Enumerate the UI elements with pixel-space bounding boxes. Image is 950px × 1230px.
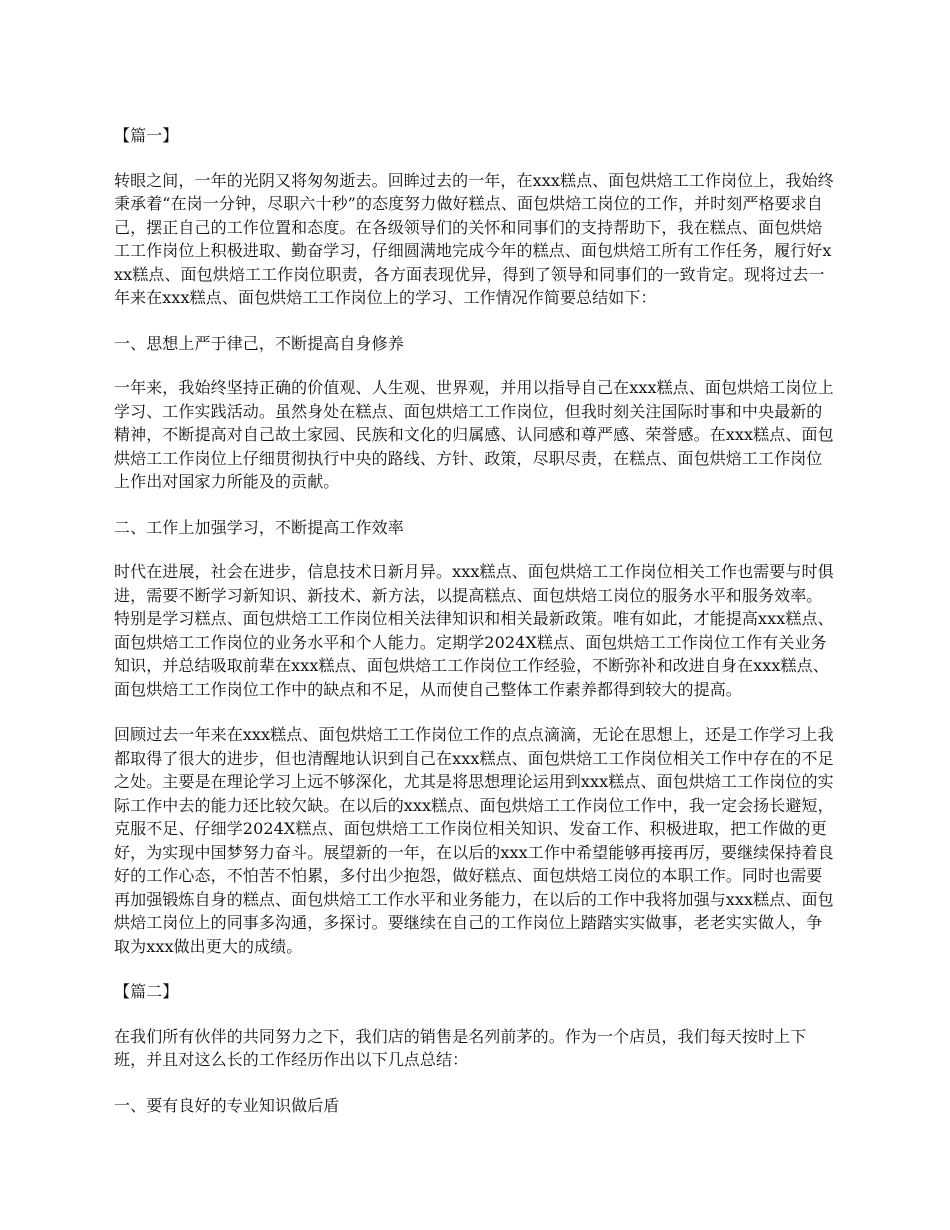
- part-one-section-one-paragraph: 一年来，我始终坚持正确的价值观、人生观、世界观，并用以指导自己在xxx糕点、面包烘焙工岗位上学习、工作实践活动。虽然身处在糕点、面包烘焙工工作岗位，但我时刻关注国际时事和中央最新的精神，不断提高对自己故土家园、民族和文化的归属感、认同感和尊严感、荣誉感。在xxx糕点、面包烘焙工工作岗位上仔细贯彻执行中央的路线、方针、政策，尽职尽责，在糕点、面包烘焙工工作岗位上作出对国家力所能及的贡献。: [114, 378, 834, 491]
- part-two-section-one-title: 一、要有良好的专业知识做后盾: [114, 1095, 340, 1115]
- part-two-heading: 【篇二】: [114, 982, 179, 1001]
- document-body: [114, 124, 838, 1138]
- part-one-intro-paragraph: 转眼之间，一年的光阴又将匆匆逝去。回眸过去的一年，在xxx糕点、面包烘焙工工作岗位上，我始终秉承着“在岗一分钟，尽职六十秒”的态度努力做好糕点、面包烘焙工岗位的工作，并时刻严格要求自己，摆正自己的工作位置和态度。在各级领导们的关怀和同事们的支持帮助下，我在糕点、面包烘焙工工作岗位上积极进取、勤奋学习，仔细圆满地完成今年的糕点、面包烘焙工所有工作任务，履行好xxx糕点、面包烘焙工工作岗位职责，各方面表现优异，得到了领导和同事们的一致肯定。现将过去一年来在xxx糕点、面包烘焙工工作岗位上的学习、工作情况作简要总结如下：: [114, 170, 834, 307]
- part-one-heading: 【篇一】: [114, 126, 179, 145]
- part-one-section-one-title: 一、思想上严于律己，不断提高自身修养: [114, 333, 404, 353]
- part-one-review-paragraph: 回顾过去一年来在xxx糕点、面包烘焙工工作岗位工作的点点滴滴，无论在思想上，还是工作学习上我都取得了很大的进步，但也清醒地认识到自己在xxx糕点、面包烘焙工工作岗位相关工作中存在的不足之处。主要是在理论学习上远不够深化，尤其是将思想理论运用到xxx糕点、面包烘焙工工作岗位的实际工作中去的能力还比较欠缺。在以后的xxx糕点、面包烘焙工工作岗位工作中，我一定会扬长避短，克服不足、仔细学2024X糕点、面包烘焙工工作岗位相关知识、发奋工作、积极进取，把工作做的更好，为实现中国梦努力奋斗。展望新的一年，在以后的xxx工作中希望能够再接再厉，要继续保持着良好的工作心态，不怕苦不怕累，多付出少抱怨，做好糕点、面包烘焙工岗位的本职工作。同时也需要再加强锻炼自身的糕点、面包烘焙工工作水平和业务能力，在以后的工作中我将加强与xxx糕点、面包烘焙工岗位上的同事多沟通，多探讨。要继续在自己的工作岗位上踏踏实实做事，老老实实做人，争取为xxx做出更大的成绩。: [114, 725, 834, 956]
- part-one-section-two-title: 二、工作上加强学习，不断提高工作效率: [114, 517, 404, 537]
- part-two-intro-paragraph: 在我们所有伙伴的共同努力之下，我们店的销售是名列前茅的。作为一个店员，我们每天按时上下班，并且对这么长的工作经历作出以下几点总结：: [114, 1026, 807, 1069]
- part-one-section-two-paragraph: 时代在进展，社会在进步，信息技术日新月异。xxx糕点、面包烘焙工工作岗位相关工作也需要与时俱进，需要不断学习新知识、新技术、新方法，以提高糕点、面包烘焙工岗位的服务水平和服务效率。特别是学习糕点、面包烘焙工工作岗位相关法律知识和相关最新政策。唯有如此，才能提高xxx糕点、面包烘焙工工作岗位的业务水平和个人能力。定期学2024X糕点、面包烘焙工工作岗位工作有关业务知识，并总结吸取前辈在xxx糕点、面包烘焙工工作岗位工作经验，不断弥补和改进自身在xxx糕点、面包烘焙工工作岗位工作中的缺点和不足，从而使自己整体工作素养都得到较大的提高。: [114, 562, 834, 699]
